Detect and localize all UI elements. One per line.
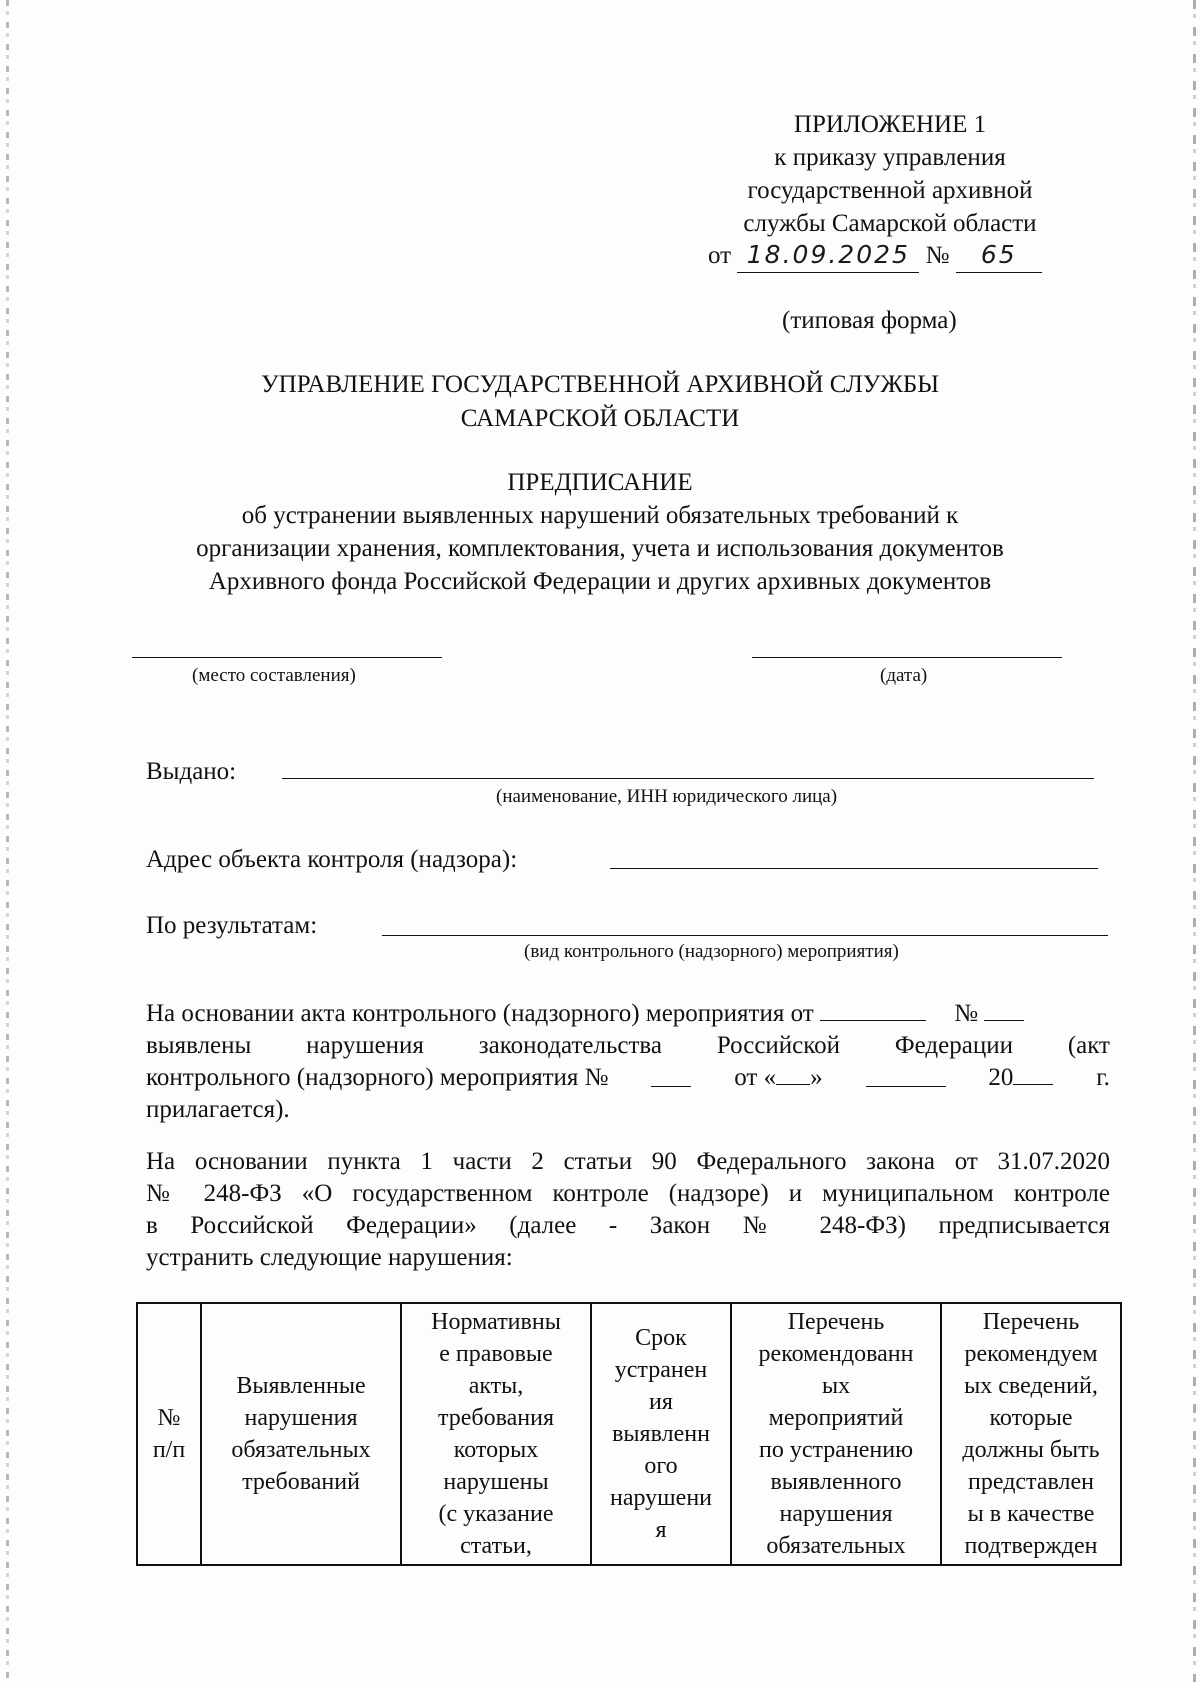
- table-header-line: мероприятий: [768, 1405, 904, 1431]
- table-header-line: требования: [437, 1405, 555, 1431]
- paragraph-1-line-4: прилагается).: [146, 1096, 290, 1123]
- agency-line-2: САМАРСКОЙ ОБЛАСТИ: [460, 405, 740, 432]
- header-cell-deadline: [591, 1303, 731, 1565]
- table-header-line: №: [157, 1405, 181, 1431]
- appendix-title: ПРИЛОЖЕНИЕ 1: [793, 111, 987, 138]
- paragraph-1-century: 20: [988, 1064, 1014, 1091]
- table-header-line: представлен: [968, 1469, 1094, 1495]
- table-header-line: Выявленные: [236, 1373, 366, 1399]
- table-header-line: обязательных: [766, 1533, 906, 1559]
- scan-edge-right: [1193, 0, 1196, 1682]
- paragraph-2-line-2: № 248-ФЗ «О государственном контроле (надзоре) и муниципальном контроле: [146, 1180, 1110, 1207]
- agency-line-1: УПРАВЛЕНИЕ ГОСУДАРСТВЕННОЙ АРХИВНОЙ СЛУЖБЫ: [260, 371, 940, 398]
- table-header-line: которые: [989, 1405, 1073, 1431]
- document-subtitle-1: об устранении выявленных нарушений обязательных требований к: [241, 502, 959, 529]
- table-header-line: п/п: [152, 1437, 186, 1463]
- paragraph-1-number-sign: №: [954, 1000, 979, 1027]
- place-line[interactable]: [132, 657, 442, 658]
- header-cell-legal-acts: [401, 1303, 591, 1565]
- table-header-line: рекомендованн: [758, 1341, 914, 1367]
- table-header-line: ы в качестве: [967, 1501, 1095, 1527]
- scan-edge-left: [6, 0, 9, 1682]
- act-date-blank[interactable]: [820, 998, 926, 1021]
- table-header-line: выявленного: [770, 1469, 902, 1495]
- table-header-line: которых: [453, 1437, 539, 1463]
- issued-line[interactable]: [282, 778, 1094, 779]
- violations-table: [136, 1302, 1122, 1566]
- issued-label: Выдано:: [146, 758, 237, 785]
- order-number-label: №: [925, 242, 950, 269]
- table-header-line: акты,: [468, 1373, 524, 1399]
- table-header-line: ых сведений,: [964, 1373, 1098, 1399]
- month-blank[interactable]: [866, 1062, 946, 1087]
- paragraph-2-line-4: устранить следующие нарушения:: [146, 1244, 513, 1271]
- table-header-line: я: [655, 1517, 667, 1543]
- results-label: По результатам:: [146, 912, 318, 939]
- paragraph-1-year-suffix: г.: [1096, 1064, 1110, 1091]
- table-header-line: нарушения: [244, 1405, 358, 1431]
- document-title-block: [100, 466, 1100, 598]
- document-subtitle-3: Архивного фонда Российской Федерации и других архивных документов: [208, 568, 992, 595]
- table-header-line: по устранению: [758, 1437, 914, 1463]
- table-header-line: (с указание: [438, 1501, 554, 1527]
- paragraph-2-line-1: На основании пункта 1 части 2 статьи 90 Федерального закона от 31.07.2020: [146, 1148, 1110, 1175]
- document-title: ПРЕДПИСАНИЕ: [507, 469, 693, 496]
- appendix-line-1: к приказу управления: [774, 144, 1006, 171]
- table-header-line: нарушены: [443, 1469, 549, 1495]
- table-header-line: ых: [821, 1373, 851, 1399]
- table-header-line: нарушения: [779, 1501, 893, 1527]
- form-type: (типовая форма): [782, 307, 957, 334]
- table-header-line: должны быть: [962, 1437, 1100, 1463]
- table-header-line: ого: [644, 1453, 678, 1479]
- appendix-line-2: государственной архивной: [747, 177, 1033, 204]
- issued-caption: (наименование, ИНН юридического лица): [496, 786, 838, 807]
- header-cell-confirmation: [941, 1303, 1121, 1565]
- header-cell-number: [137, 1303, 201, 1565]
- address-label: Адрес объекта контроля (надзора):: [146, 846, 518, 873]
- table-header-line: нарушени: [610, 1485, 712, 1511]
- agency-name: [120, 368, 1080, 436]
- address-line[interactable]: [610, 868, 1098, 869]
- paragraph-1-line-1: [146, 998, 1024, 1030]
- date-caption: (дата): [880, 665, 928, 686]
- date-line[interactable]: [752, 657, 1062, 658]
- table-header-line: устранен: [614, 1357, 708, 1383]
- appendix-block: [700, 108, 1080, 240]
- table-header-line: ия: [649, 1389, 673, 1415]
- table-header-row: [137, 1303, 1121, 1565]
- order-date-handwritten: 18.09.2025: [737, 238, 919, 273]
- paragraph-1-text-a: На основании акта контрольного (надзорного) мероприятия от: [146, 1000, 814, 1027]
- year-blank[interactable]: [1013, 1062, 1053, 1085]
- table-header-line: требований: [242, 1469, 360, 1495]
- table-header-line: рекомендуем: [964, 1341, 1098, 1367]
- order-number-handwritten: 65: [956, 238, 1042, 273]
- document-subtitle-2: организации хранения, комплектования, учета и использования документов: [196, 535, 1004, 562]
- paragraph-1-from: от «: [734, 1064, 777, 1091]
- order-date-number: [708, 238, 1068, 272]
- table-header-line: Срок: [635, 1325, 687, 1351]
- place-caption: (место составления): [192, 665, 356, 686]
- table-header-line: подтвержден: [964, 1533, 1098, 1559]
- results-caption: (вид контрольного (надзорного) мероприятия): [524, 941, 899, 962]
- paragraph-1-close-quote: »: [810, 1064, 823, 1091]
- header-cell-measures: [731, 1303, 941, 1565]
- paragraph-1-text-c: контрольного (надзорного) мероприятия №: [146, 1064, 609, 1091]
- table-header-line: Перечень: [982, 1309, 1080, 1335]
- appendix-line-3: службы Самарской области: [743, 210, 1037, 237]
- attached-act-number-blank[interactable]: [651, 1062, 691, 1087]
- table-header-line: Нормативны: [431, 1309, 561, 1335]
- day-blank[interactable]: [776, 1062, 810, 1085]
- table-header-line: обязательных: [231, 1437, 371, 1463]
- table-header-line: статьи,: [460, 1533, 532, 1559]
- act-number-blank[interactable]: [984, 998, 1024, 1021]
- table-header-line: выявленн: [612, 1421, 710, 1447]
- results-line[interactable]: [382, 935, 1108, 936]
- table-header-line: е правовые: [439, 1341, 553, 1367]
- table-header-line: Перечень: [787, 1309, 885, 1335]
- paragraph-2-line-3: в Российской Федерации» (далее - Закон № 248-ФЗ) предписывается: [146, 1212, 1110, 1239]
- paragraph-1-line-3: [146, 1062, 1110, 1094]
- order-from-label: от: [708, 242, 732, 269]
- paragraph-1-line-2: выявлены нарушения законодательства Российской Федерации (акт: [146, 1032, 1110, 1059]
- header-cell-violations: [201, 1303, 401, 1565]
